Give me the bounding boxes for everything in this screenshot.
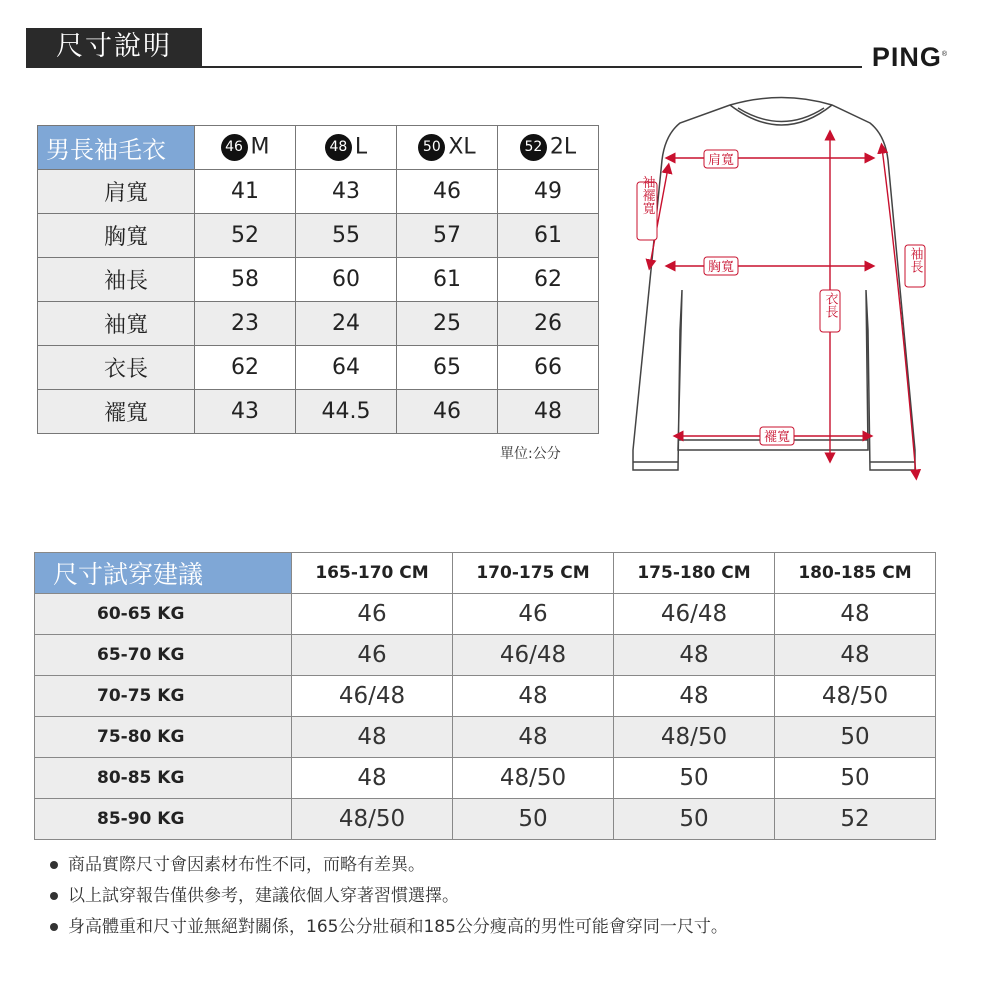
fit-value: 46/48 [453,635,614,676]
measure-value: 26 [498,302,599,346]
fit-value: 48/50 [453,758,614,799]
bullet-icon [50,861,58,869]
measure-value: 61 [397,258,498,302]
measure-value: 25 [397,302,498,346]
table-row [38,258,599,302]
fit-value: 48 [775,594,936,635]
size-number-badge: 50 [418,134,445,161]
table-row [38,390,599,434]
fit-value: 50 [453,799,614,840]
size-header [296,126,397,170]
fit-value: 50 [775,758,936,799]
bullet-icon [50,923,58,931]
sleeve-length-label: 袖長 [907,247,923,273]
table-row [38,170,599,214]
note-text: 身高體重和尺寸並無絕對關係，165公分壯碩和185公分瘦高的男性可能會穿同一尺寸。 [68,917,728,937]
size-label: XL [448,134,476,160]
measure-label: 袖長 [38,258,195,302]
table-row [35,676,936,717]
height-header: 170-175 CM [453,553,614,594]
measure-value: 41 [195,170,296,214]
fit-value: 46/48 [614,594,775,635]
measure-value: 44.5 [296,390,397,434]
brand-logo: PING® [862,42,948,73]
note-text: 商品實際尺寸會因素材布性不同，而略有差異。 [68,855,425,875]
measure-value: 46 [397,390,498,434]
measure-value: 43 [296,170,397,214]
measure-value: 55 [296,214,397,258]
measure-value: 23 [195,302,296,346]
sleeve-width-label: 袖襬寬 [639,175,655,215]
notes-list [50,850,728,943]
size-number-badge: 46 [221,134,248,161]
list-item [50,850,728,881]
measure-value: 66 [498,346,599,390]
measure-label: 衣長 [38,346,195,390]
height-header: 165-170 CM [292,553,453,594]
size-number-badge: 52 [520,134,547,161]
list-item [50,881,728,912]
note-text: 以上試穿報告僅供參考，建議依個人穿著習慣選擇。 [68,886,459,906]
measure-label: 袖寬 [38,302,195,346]
measure-label: 胸寬 [38,214,195,258]
size-label: L [354,134,368,160]
table-row [38,346,599,390]
shoulder-label: 肩寬 [707,153,735,168]
measure-label: 襬寬 [38,390,195,434]
table-row [38,302,599,346]
measure-value: 49 [498,170,599,214]
fit-value: 46/48 [292,676,453,717]
weight-label: 85-90 KG [35,799,292,840]
weight-label: 65-70 KG [35,635,292,676]
fit-value: 46 [292,635,453,676]
size-label: 2L [549,134,577,160]
fit-value: 48 [775,635,936,676]
measure-value: 64 [296,346,397,390]
fit-value: 48 [292,717,453,758]
sweater-outline [633,98,915,471]
diagram-labels [637,150,925,445]
height-header: 175-180 CM [614,553,775,594]
measure-value: 60 [296,258,397,302]
measure-label: 肩寬 [38,170,195,214]
fit-value: 48 [453,676,614,717]
fit-value: 52 [775,799,936,840]
fit-value: 48 [453,717,614,758]
measure-value: 48 [498,390,599,434]
measure-value: 43 [195,390,296,434]
weight-label: 75-80 KG [35,717,292,758]
weight-label: 60-65 KG [35,594,292,635]
fit-value: 48 [614,676,775,717]
weight-label: 70-75 KG [35,676,292,717]
measure-value: 58 [195,258,296,302]
size-number-badge: 48 [325,134,352,161]
hem-label: 襬寬 [763,430,791,445]
size-table [37,125,599,434]
fit-value: 48/50 [614,717,775,758]
measure-value: 24 [296,302,397,346]
measure-value: 46 [397,170,498,214]
size-header [498,126,599,170]
size-header [195,126,296,170]
measure-value: 65 [397,346,498,390]
table-row [35,799,936,840]
body-length-label: 衣長 [822,292,838,318]
fit-value: 48/50 [775,676,936,717]
header-divider [26,66,946,68]
table-row [35,758,936,799]
page-title: 尺寸說明 [26,28,202,66]
size-header [397,126,498,170]
fit-value: 48/50 [292,799,453,840]
table-row [38,214,599,258]
table-row [35,717,936,758]
height-header: 180-185 CM [775,553,936,594]
sweater-diagram [620,90,940,490]
measure-value: 62 [498,258,599,302]
size-label: M [250,134,270,160]
weight-label: 80-85 KG [35,758,292,799]
fit-table-title: 尺寸試穿建議 [35,553,292,594]
fit-table [34,552,936,840]
unit-note: 單位:公分 [500,446,561,462]
fit-value: 50 [775,717,936,758]
chest-label: 胸寬 [707,260,735,275]
size-table-title: 男長袖毛衣 [38,126,195,170]
fit-value: 48 [292,758,453,799]
brand-logo-text: PING [871,42,942,72]
fit-value: 46 [453,594,614,635]
fit-value: 48 [614,635,775,676]
measure-value: 57 [397,214,498,258]
measure-value: 61 [498,214,599,258]
fit-value: 50 [614,758,775,799]
table-row [35,635,936,676]
measure-value: 62 [195,346,296,390]
bullet-icon [50,892,58,900]
table-row [35,594,936,635]
fit-table-header [35,553,936,594]
fit-value: 46 [292,594,453,635]
size-table-header [38,126,599,170]
measure-value: 52 [195,214,296,258]
fit-value: 50 [614,799,775,840]
list-item [50,912,728,943]
